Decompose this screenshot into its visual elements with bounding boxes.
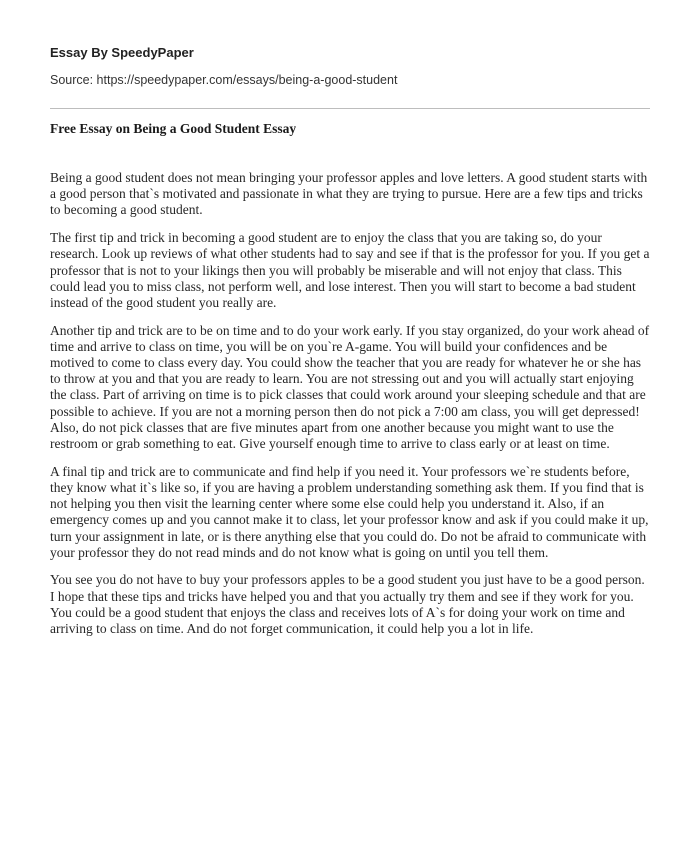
- header-divider: [50, 108, 650, 109]
- essay-paragraph-4: A final tip and trick are to communicate and find help if you need it. Your professors we`re students before, they know what it`s like so, if you are having a problem understanding something ask them. If you find that is not helping you then visit the learning center where some else could help you understand it. Also, if an emergency comes up and you cannot make it to class, let your professor know and ask if you could make it up, turn your assignment in late, or is there anything else that you could do. Do not be afraid to communicate with your professor they do not read minds and do not know what is going on until you tell them.: [50, 463, 649, 560]
- essay-body: [50, 170, 650, 649]
- essay-paragraph-3: Another tip and trick are to be on time and to do your work early. If you stay organized, do your work ahead of time and arrive to class on time, you will be on you`re A-game. You will build your confidences and be motived to come to class every day. You could show the teacher that you are ready for whatever he or she has to throw at you and that you are ready to learn. You are not stressing out and you will actually start enjoying the class. Part of arriving on time is to pick classes that could work around your sleeping schedule and that are possible to achieve. If you are not a morning person then do not pick a 7:00 am class, you will get depressed! Also, do not pick classes that are five minutes apart from one another because you might want to use the restroom or grab something to eat. Give yourself enough time to arrive to class early or at least on time.: [50, 322, 650, 452]
- essay-paragraph-2: The first tip and trick in becoming a good student are to enjoy the class that you are taking so, do your research. Look up reviews of what other students had to say and see if that is the professor for you. If you get a professor that is not to your likings then you will probably be miserable and will not enjoy that class. This could lead you to miss class, not perform well, and lose interest. Then you will start to become a bad student instead of the good student you really are.: [50, 230, 650, 310]
- essay-paragraph-1: Being a good student does not mean bringing your professor apples and love letters. A good student starts with a good person that`s motivated and passionate in what they are trying to pursue. Here are a few tips and tricks to becoming a good student.: [50, 170, 648, 218]
- essay-title: Free Essay on Being a Good Student Essay: [50, 121, 297, 136]
- essay-paragraph-5: You see you do not have to buy your professors apples to be a good student you just have to be a good person. I hope that these tips and tricks have helped you and that you actually try them and see if they work for you. You could be a good student that enjoys the class and receives lots of A`s for doing your work on time and arriving to class on time. And do not forget communication, it could help you a lot in life.: [50, 572, 645, 637]
- source-line: Source: https://speedypaper.com/essays/being-a-good-student: [50, 73, 398, 87]
- document-header-title: Essay By SpeedyPaper: [50, 45, 194, 60]
